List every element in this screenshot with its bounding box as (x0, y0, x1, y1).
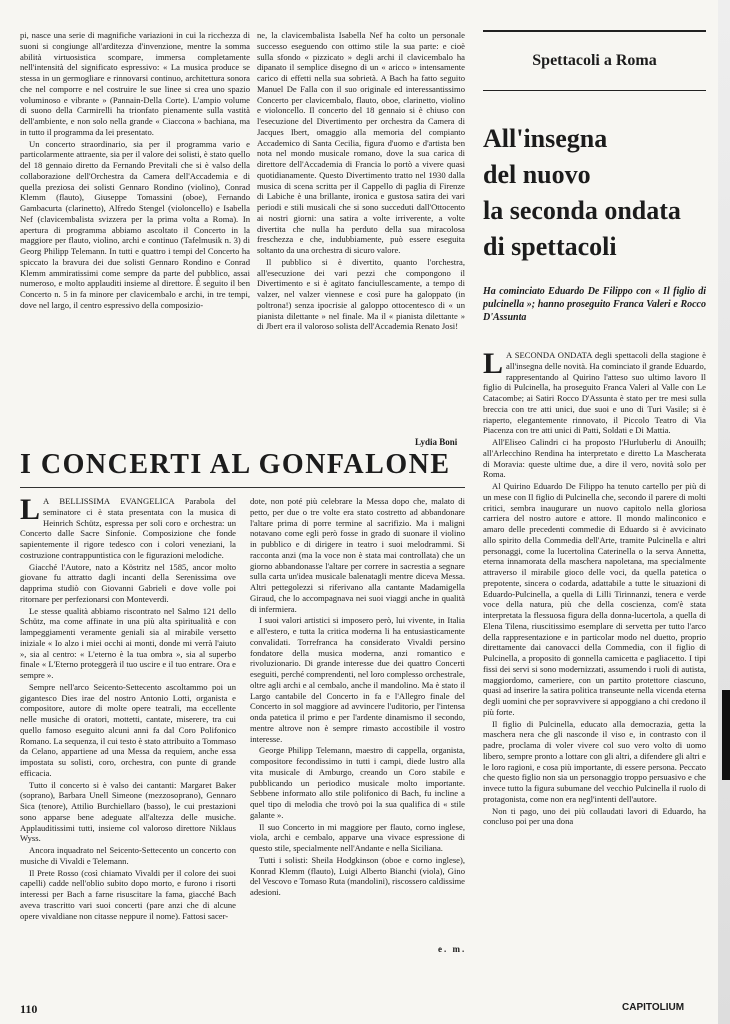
paragraph: Il figlio di Pulcinella, educato alla democrazia, getta la maschera nera che gli nasconde il viso e, in contrasto con il padre, proclama di voler vivere col suo vero volto di uomo libero, sempre pronto a lottare con gli altri, a difendere gli altri e le loro ragioni, e cosa più importante, di essere persona. Peccato che questo figlio non sia un personaggio troppo persuasivo e che invece tutto la figura subumane del vecchio Pulcinella il ruolo di protagonista, come non era negl'intenti dell'autore. (483, 718, 706, 804)
section-label: Spettacoli a Roma (483, 30, 706, 91)
paragraph: Il suo Concerto in mi maggiore per flauto, corno inglese, viola, archi e cembalo, apparve una vivace espressione di questo stile, specialmente nell'Andante e nella Siciliana. (250, 821, 465, 853)
page-edge (718, 0, 730, 1024)
paragraph: Giacché l'Autore, nato a Köstritz nel 1585, ancor molto giovane fu attratto dagli incanti della Serenissima ove dapprima studiò con Giovanni Gabrieli e dove volle poi ritornare per perfezionarsi con Monteverdi. (20, 561, 236, 604)
magazine-name: CAPITOLIUM (622, 1002, 685, 1013)
paragraph: Tutti i solisti: Sheila Hodgkinson (oboe e corno inglese), Konrad Klemm (flauto), Luigi Alberto Bianchi (viola), Gino del Vescovo e Tomaso Ruta (mandolini), riscossero caldissime adesioni. (250, 854, 465, 897)
page-edge-shadow (722, 690, 730, 780)
paragraph: Le stesse qualità abbiamo riscontrato nel Salmo 121 dello Schütz, ma come affinate in una più alta spiritualità e con lampeggiamenti veramente geniali sia al mirabile versetto iniziale « Io alzo i miei occhi ai monti, donde mi verrà l'aiuto », sia al centro: « L'eterno è la tua ombra », sia al superbo finale « L'Eterno proteggerà il tuo uscire e il tuo entrare. Ora e sempre ». (20, 605, 236, 680)
paragraph: Non ti pago, uno dei più collaudati lavori di Eduardo, ha concluso poi per una dona (483, 805, 706, 827)
paragraph: George Philipp Telemann, maestro di cappella, organista, compositore fecondissimo in tutti i campi, diede lustro alla vita musicale di Amburgo, creando un Coro stabile e pubblicando un periodico musicale molto importante. Sebbene informato allo stile polifonico di Bach, fu incline a quel tipo di melodia che trovò poi la sua qualifica di « stile galante ». (250, 745, 465, 820)
paragraph: L A BELLISSIMA EVANGELICA Parabola del seminatore ci è stata presentata con la musica di Heinrich Schütz, espressa per soli coro e orchestra: un Concerto dalle Sacre Sinfonie. Composizione che fonde sapientemente il rigore tedesco con i colori veneziani, la costruzione contrappuntistica con le figurazioni melodiche. (20, 493, 236, 560)
article-right-body (483, 347, 706, 827)
title-line: la seconda ondata (483, 196, 681, 225)
paragraph: ne, la clavicembalista Isabella Nef ha colto un personale successo eseguendo con ottimo stile la sua parte: e cioè sulla sfondo « pizzicato » degli archi il clavicembalo ha dipanato il semplice disegno di un « aricco » intensamente carico di effetti nella sua sobrietà. A Bach ha fatto seguito Manuel De Falla con il suo originale ed interessantissimo Concerto per clavicembalo, flauto, oboe, clarinetto, violino e violoncello. Il concerto del 18 gennaio si è chiuso con l'esecuzione del Divertimento per orchestra da Camera di Jacques Ibert, omaggio alla memoria del compianto Accademico di Santa Cecilia, figura d'uomo e d'artista ben nota nel mondo musicale romano, dove la sua carica di direttore dell'Accademia di Francia lo portò a vivere quasi quotidianamente. Questo Divertimento tratto nel 1930 dalla musica di scena scritta per il Cappello di paglia di Firenze di Labiche è una brillante, ironica e gustosa satira dei vari periodi e stili musicali che si sono succeduti dall'Ottocento ai nostri giorni: una satira a volte irriverente, a volte divertita che nulla ha perduto della sua miracolosa freschezza e che, indubbiamente, può essere eseguita soltanto da una orchestra di sicuro valore. (257, 30, 465, 255)
paragraph: pi, nasce una serie di magnifiche variazioni in cui la ricchezza di suoni si congiunge all'arditezza d'invenzione, mentre la somma abilità virtuosistica scompare, immersa completamente nell'intensità del significato espressivo: « La musica produce se stessa in un germogliare e rinnovarsi continuo, architettura sonora che nel comporre e nel costruire le sue linee si crea uno spazio voluminoso e vibrante » (Pannain-Della Corte). L'ampio volume di suono della Carmirelli ha trionfato pienamente sulla vastità dell'ambiente, e non solo nella grande « Ciaccona » bachiana, ma in tutto il programma da lei presentato. (20, 30, 250, 137)
paragraph: Ancora inquadrato nel Seicento-Settecento un concerto con musiche di Vivaldi e Telemann. (20, 845, 236, 866)
divider (20, 487, 465, 488)
paragraph: Un concerto straordinario, sia per il programma vario e particolarmente attraente, sia per il valore dei solisti, è stato quello del 18 gennaio diretto da Fernando Previtali che si è valso della collaborazione dell'Orchestra da Camera dell'Accademia e di quella preziosa dei solisti Gennaro Rondino (violino), Conrad Klemm (flauto), Giuseppe Tomassini (oboe), Fernando Gambacurta (clarinetto), Alfredo Stengel (violoncello) e Isabella Nef (clavicembalista svizzera per la prima volta a Roma). In apertura di programma abbiamo ascoltato il Concerto in la maggiore per flauto, violino, archi e continuo (Tafelmusik n. 3) di Georg Philipp Telemann. In tutti e quattro i tempi del Concerto ha spiccato la bravura dei due solisti Gennaro Rondino e Conrad Klemm ammiratissimi come sempre da parte del pubblico, assai numeroso, e molto applauditi insieme al direttore. È seguito il ben Concerto n. 5 in fa minore per clavicembalo e archi, in tre tempi, dove nel largo, il centro espressivo della composizio- (20, 138, 250, 310)
paragraph: All'Eliseo Calindri ci ha proposto l'Hurluberlu di Anouilh; all'Arlecchino Rendina ha interpretato e diretto La Mascherata di Moravia: queste ultime due, a dire il vero, novità solo per Roma. (483, 437, 706, 480)
article-right (483, 30, 706, 828)
author-signature: e. m. (438, 944, 467, 954)
drop-cap: L (483, 347, 504, 380)
article-main-column-2 (250, 496, 465, 899)
paragraph: Il pubblico si è divertito, quanto l'orchestra, all'esecuzione dei vari pezzi che compongono il Divertimento e si è agitato fanciullescamente, a tempo di valzer, nel valzer viennese e così pure ha galoppato (in poltrona!) senza ipocrisie al galoppo ottocentesco di « un pianista dilettante » nel finale. Ma il « pianista dilettante » di Jbert era il valoroso solista dell'Accademia Renato Josi! (257, 256, 465, 332)
page-number: 110 (20, 1002, 38, 1016)
article-subtitle: Ha cominciato Eduardo De Filippo con « Il figlio di pulcinella »; hanno proseguito Franca Valeri e Rocco D'Assunta (483, 286, 706, 323)
drop-cap: L (20, 493, 41, 526)
title-line: del nuovo (483, 160, 591, 189)
title-line: di spettacoli (483, 232, 617, 261)
author-signature: Lydia Boni (415, 437, 458, 447)
paragraph: Il Prete Rosso (così chiamato Vivaldi per il colore dei suoi capelli) cadde nell'oblio subito dopo morto, e furono i risorti interessi per Bach a farne risuscitare la fama, giacché Bach aveva trascritto vari suoi concerti (pare anzi che di alcune opere vivaldiane non citasse neppure il nome). Fattosi sacer- (20, 867, 236, 921)
title-line: All'insegna (483, 124, 608, 153)
paragraph: L A SECONDA ONDATA degli spettacoli della stagione è all'insegna delle novità. Ha cominciato il grande Eduardo, rappresentando al Quirino l'atteso suo ultimo lavoro Il figlio di Pulcinella, ha proseguito Franca Valeri al Valle con Le Catacombe; ai Satiri Rocco D'Assunta è stato per tre mesi sulla breccia con tre atti unici, due suoi e uno di Turi Vasile; si è riaperto, elegantemente rinnovato, il Piccolo Teatro di Via Piacenza con tre atti unici di Patti, Soldati e Di Mattia. (483, 347, 706, 436)
article-main-column-1 (20, 493, 236, 922)
paragraph: Al Quirino Eduardo De Filippo ha tenuto cartello per più di un mese con Il figlio di Pulcinella che, secondo il parere di molti critici, sembra inaugurare un nuovo capitolo nella gloriosa carriera del nostro autore e attore. Il mondo malinconico e amaro delle precedenti commedie di Eduardo si è avvicinato allo spirito della Commedia dell'Arte, tramite Pulcinella e altri personaggi, come la lucertolina Caterinella o la serva Annetta, eterna innamorata della maschera napoletana, ma specialmente attraverso il mirabile gioco delle voci, da quella patetica o prepotente, sincera o codarda, adattabile a tutte le situazioni di Eduardo-Pulcinella, a quella di Lilli Tirinnanzi, tenera e verde voce della natura, più che della coscienza, com'è stata interpretata la flessuosa figura della donna-lucertola, a quella di Elena Tilena, riuscitissimo esemplare di servetta per tutto l'arco della rappresentazione e in particolar modo nel duetto, proprio direttamente dai canovacci della Commedia, con il figlio di Pulcinella, a proposito di gonnella camicetta e pagliacetto. I tipi fissi dei servi si sono modernizzati, assumendo i ruoli di autista, maggiordomo, cameriere, con un partito protettore ciascuno, quasi ad inserire la satira politica transeunte nella vicenda eterna degli uomini che per sopravvivere si appoggiano a chi credono il più forte. (483, 481, 706, 717)
paragraph: dote, non poté più celebrare la Messa dopo che, malato di petto, per due o tre volte era stato costretto ad abbandonare l'altare prima di porre termine al sacrifizio. Ma i maligni notavano come egli però fosse in grado di suonare il violino in pubblico e di dirigere in teatro i suoi melodrammi. Si racconta anzi (ma la voce non è stata mai controllata) che un giorno abbandonasse l'altare per correre in sacrestia a segnare sulla carta un'idea musicale balenatagli mentre diceva Messa. Altri pettegolezzi si riferivano alla cantante Madamigella Giraud, che lo accompagnava nei suoi viaggi anche in qualità di infermiera. (250, 496, 465, 614)
paragraph: Tutto il concerto si è valso dei cantanti: Margaret Baker (soprano), Barbara Unell Simeone (mezzosoprano), Gennaro Sica (tenore), Attilio Burchiellaro (basso), le cui prestazioni sono apparse bene adeguate all'altezza delle musiche. Applauditissimi tutti, insieme col valoroso direttore Niklaus Wyss. (20, 779, 236, 844)
article-top-column-2 (257, 30, 465, 333)
article-title (483, 121, 706, 265)
paragraph: Sempre nell'arco Seicento-Settecento ascoltammo poi un gigantesco Dies irae del nostro Antonio Lotti, organista e compositore, autore di molte opere teatrali, ma eccellente nelle musiche di oratori, mottetti, cantate, miserere, tra cui quello famoso eseguito alcuni anni fa dal Coro Polifonico Romano. La sequenza, il cui testo è stato attribuito a Tommaso da Celano, appartiene ad una Messa da requiem, anche essa impostata su solisti, coro, orchestra, con punte di grande efficacia. (20, 681, 236, 778)
headline: I CONCERTI AL GONFALONE (20, 449, 451, 480)
paragraph: I suoi valori artistici si imposero però, lui vivente, in Italia e all'estero, e tutta la critica moderna li ha entusiasticamente convalidati. Torrefranca ha considerato Vivaldi persino fondatore della musica moderna, anzi romantico e rivoluzionario. Di grande interesse due dei quattro Concerti eseguiti, perché comprendenti, nel loro complesso orchestrale, oltre agli archi e al cembalo, anche il mandolino. Ma è stato il Largo cantabile del Concerto in fa e l'Allegro finale del Concerto in sol maggiore ad avvincere l'uditorio, per l'intensa onda patetica il primo e per l'ardente dinamismo il secondo, mentre altrove non è sempre rimasto accostibile il vostro interesse. (250, 615, 465, 744)
article-top-column-1 (20, 30, 250, 312)
